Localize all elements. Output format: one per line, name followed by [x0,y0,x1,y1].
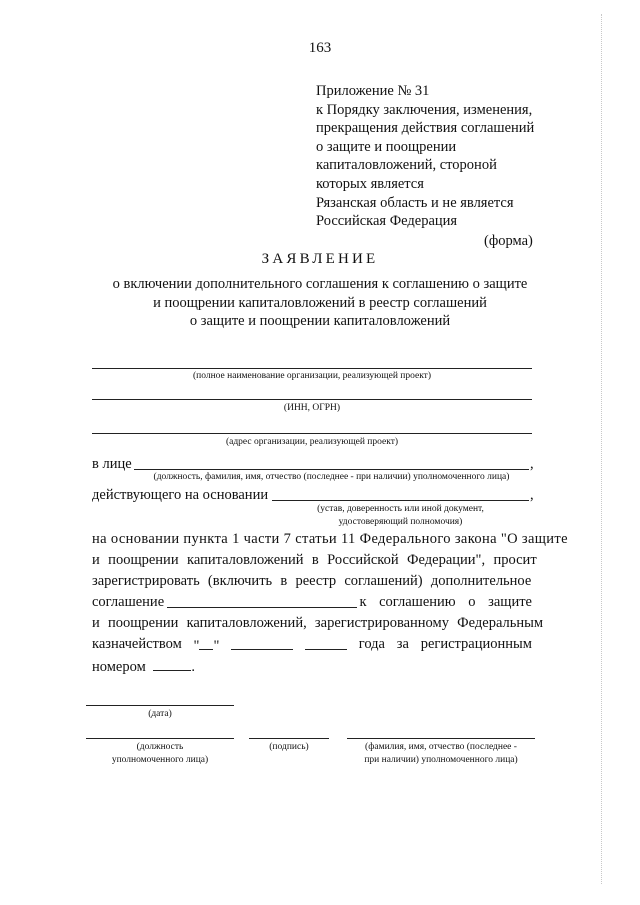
document-subtitle [0,275,640,331]
page-number: 163 [308,40,332,56]
date-caption: (дата) [148,709,172,719]
body-line-1: на основании пункта 1 части 7 статьи 11 Федерального закона "О защите [92,531,568,547]
signature-field[interactable] [249,738,329,739]
acting-basis-label: действующего на основании [92,487,269,503]
org-name-field[interactable] [92,368,532,369]
subtitle-line: и поощрении капиталовложений в реестр соглашений [153,294,487,311]
body-line-6-b: года [358,636,385,652]
body-line-7-a: номером [92,659,146,675]
org-name-caption: (полное наименование организации, реализующей проект) [192,371,431,381]
address-caption: (адрес организации, реализующей проект) [225,437,399,447]
appendix-line: которых является [316,175,424,192]
date-day-group: " " [193,638,220,654]
address-field[interactable] [92,433,532,434]
appendix-line: о защите и поощрении [316,138,457,155]
date-day-blank[interactable] [199,636,213,650]
scan-edge-border [601,14,602,884]
appendix-line: Российская Федерация [316,213,458,230]
form-label: (форма) [484,233,533,249]
represented-by-label: в лице [92,456,132,472]
body-line-4-a: соглашение [92,594,165,610]
represented-by-field[interactable] [134,469,529,470]
position-field[interactable] [86,738,234,739]
position-caption-2: уполномоченного лица) [111,755,209,765]
subtitle-line: о защите и поощрении капиталовложений [189,313,451,330]
acting-basis-caption-1: (устав, доверенность или иной документ, [317,504,484,514]
inn-ogrn-field[interactable] [92,399,532,400]
body-line-6 [92,636,532,655]
body-line-5: и поощрении капиталовложений, зарегистрированному Федеральным [92,615,544,631]
signature-caption: (подпись) [269,742,309,752]
appendix-line: Рязанская область и не является [316,194,514,211]
appendix-line: Приложение № 31 [316,83,430,99]
body-line-6-d: регистрационным [420,636,532,652]
body-line-6-c: за [396,636,409,652]
appendix-line: прекращения действия соглашений [316,120,535,137]
body-line-4-b: к соглашению о защите [359,594,532,610]
body-line-2: и поощрении капиталовложений в Российской Федерации", просит [92,552,537,568]
represented-by-caption: (должность, фамилия, имя, отчество (последнее - при наличии) уполномоченного лица) [153,472,510,482]
body-line-6-a: казначейством [92,636,182,652]
acting-basis-field[interactable] [272,500,529,501]
date-year-blank[interactable] [305,636,347,650]
body-line-7: номером . [92,659,195,675]
body-line-4 [92,594,532,611]
fio-caption-1: (фамилия, имя, отчество (последнее - [365,742,517,752]
comma: , [530,487,534,503]
position-caption-1: (должность [136,742,184,752]
fio-caption-2: при наличии) уполномоченного лица) [364,755,518,765]
appendix-line: капиталовложений, стороной [316,157,497,174]
body-line-3: зарегистрировать (включить в реестр соглашений) дополнительное [92,573,532,589]
appendix-header [316,82,534,231]
document-title: ЗАЯВЛЕНИЕ [261,251,379,267]
subtitle-line: о включении дополнительного соглашения к соглашению о защите [112,276,528,292]
registration-number-blank[interactable] [153,657,191,671]
date-month-blank[interactable] [231,636,293,650]
comma: , [530,456,534,472]
date-field[interactable] [86,705,234,706]
appendix-line: к Порядку заключения, изменения, [316,101,533,118]
acting-basis-caption-2: удостоверяющий полномочия) [338,517,463,527]
fio-field[interactable] [347,738,535,739]
agreement-blank[interactable] [167,594,357,608]
inn-ogrn-caption: (ИНН, ОГРН) [283,403,341,413]
